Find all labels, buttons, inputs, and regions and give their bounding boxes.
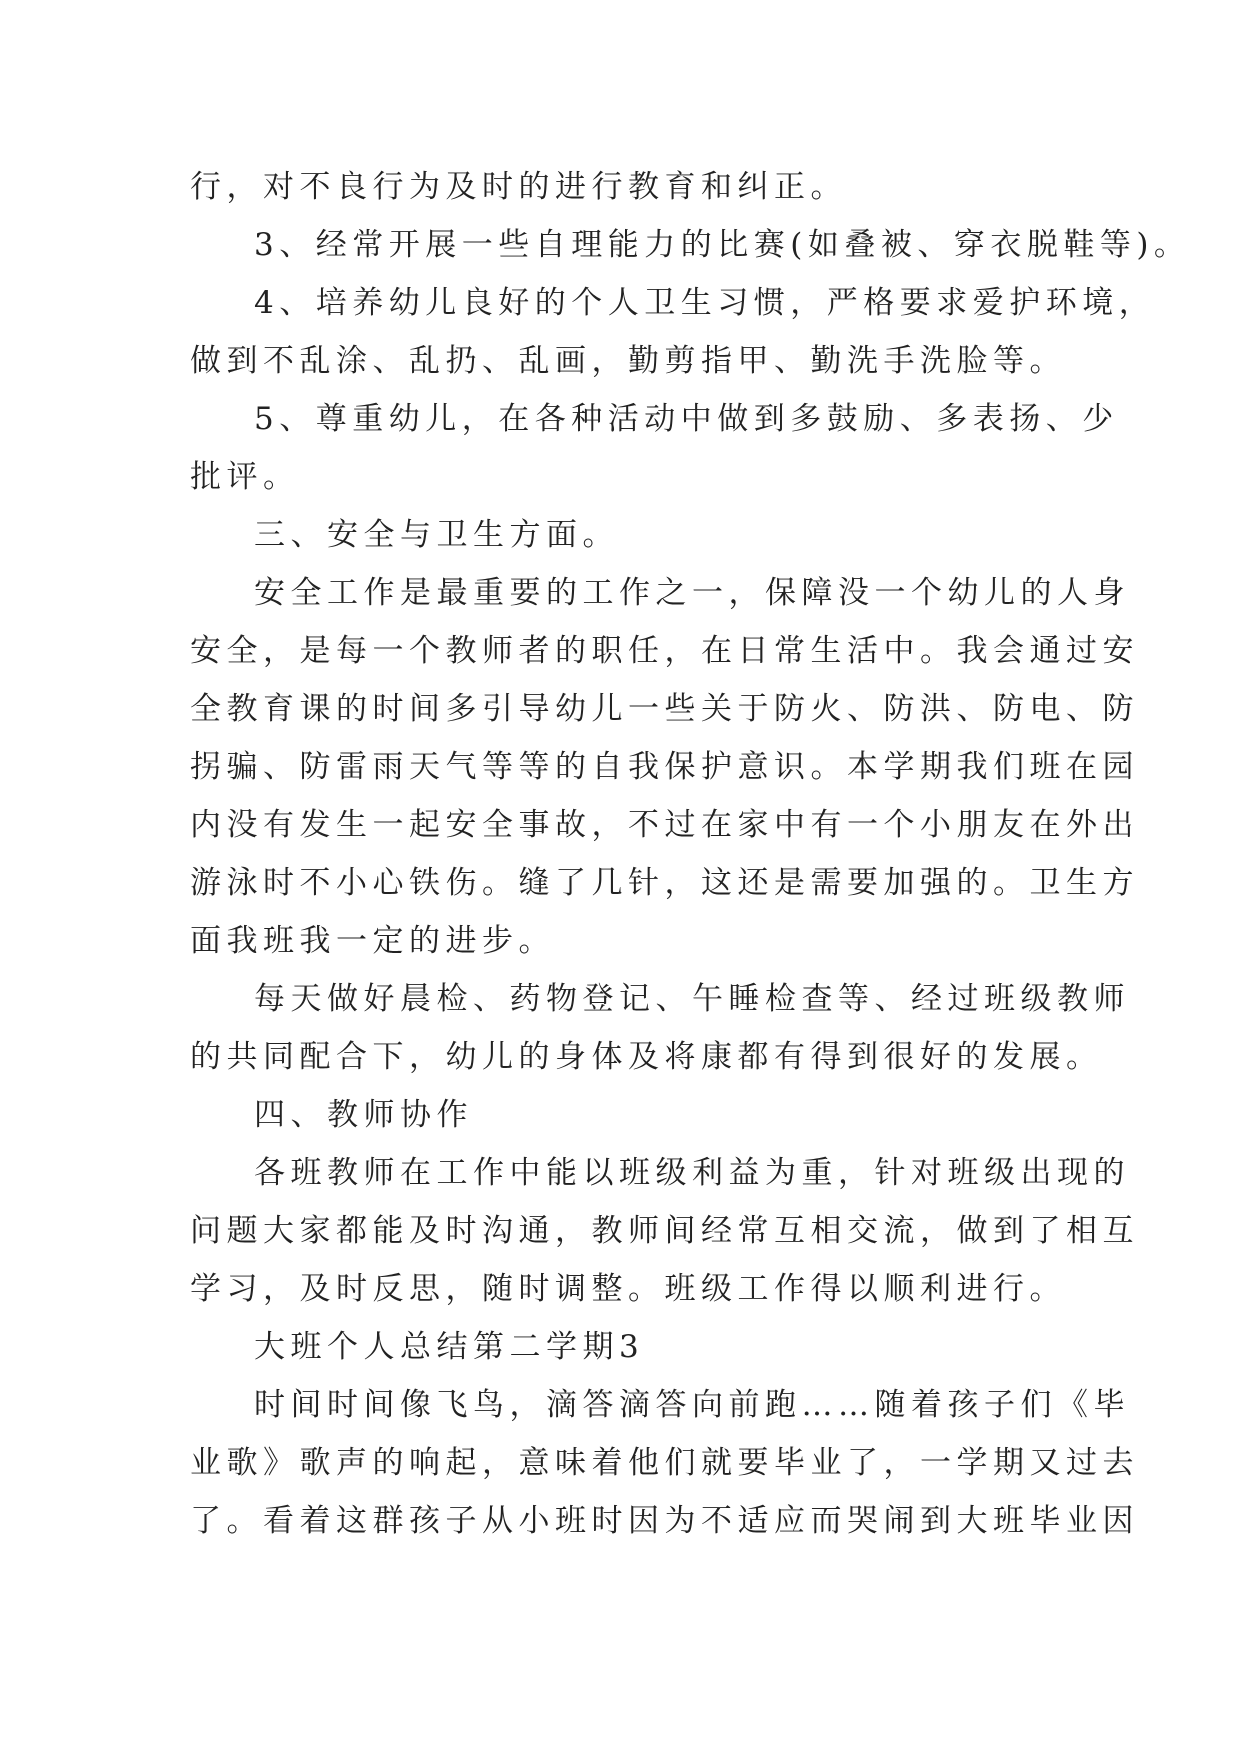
text-line: 游泳时不小心铁伤。缝了几针，这还是需要加强的。卫生方	[190, 865, 1139, 901]
text-line: 3、经常开展一些自理能力的比赛(如叠被、穿衣脱鞋等)。	[254, 227, 1191, 263]
text-line: 拐骗、防雷雨天气等等的自我保护意识。本学期我们班在园	[190, 749, 1139, 785]
text-line: 安全工作是最重要的工作之一，保障没一个幼儿的人身	[254, 575, 1130, 611]
text-line: 4、培养幼儿良好的个人卫生习惯，严格要求爱护环境，	[254, 285, 1156, 321]
text-line: 批评。	[190, 459, 300, 495]
text-line: 行，对不良行为及时的进行教育和纠正。	[190, 169, 847, 205]
text-line: 四、教师协作	[254, 1097, 473, 1133]
text-line: 业歌》歌声的响起，意味着他们就要毕业了，一学期又过去	[190, 1445, 1139, 1481]
text-line: 5、尊重幼儿，在各种活动中做到多鼓励、多表扬、少	[254, 401, 1119, 437]
text-line: 大班个人总结第二学期3	[254, 1329, 645, 1365]
document-body	[190, 158, 1191, 1550]
text-line: 安全，是每一个教师者的职任，在日常生活中。我会通过安	[190, 633, 1139, 669]
text-line: 学习，及时反思，随时调整。班级工作得以顺利进行。	[190, 1271, 1066, 1307]
text-line: 做到不乱涂、乱扔、乱画，勤剪指甲、勤洗手洗脸等。	[190, 343, 1066, 379]
text-line: 问题大家都能及时沟通，教师间经常互相交流，做到了相互	[190, 1213, 1139, 1249]
text-line: 内没有发生一起安全事故，不过在家中有一个小朋友在外出	[190, 807, 1139, 843]
text-line: 全教育课的时间多引导幼儿一些关于防火、防洪、防电、防	[190, 691, 1139, 727]
text-line: 的共同配合下，幼儿的身体及将康都有得到很好的发展。	[190, 1039, 1103, 1075]
text-line: 三、安全与卫生方面。	[254, 517, 619, 553]
text-line: 了。看着这群孩子从小班时因为不适应而哭闹到大班毕业因	[190, 1503, 1139, 1539]
text-line: 各班教师在工作中能以班级利益为重，针对班级出现的	[254, 1155, 1130, 1191]
text-line: 面我班我一定的进步。	[190, 923, 555, 959]
text-line: 每天做好晨检、药物登记、午睡检查等、经过班级教师	[254, 981, 1130, 1017]
text-line: 时间时间像飞鸟，滴答滴答向前跑……随着孩子们《毕	[254, 1387, 1130, 1423]
